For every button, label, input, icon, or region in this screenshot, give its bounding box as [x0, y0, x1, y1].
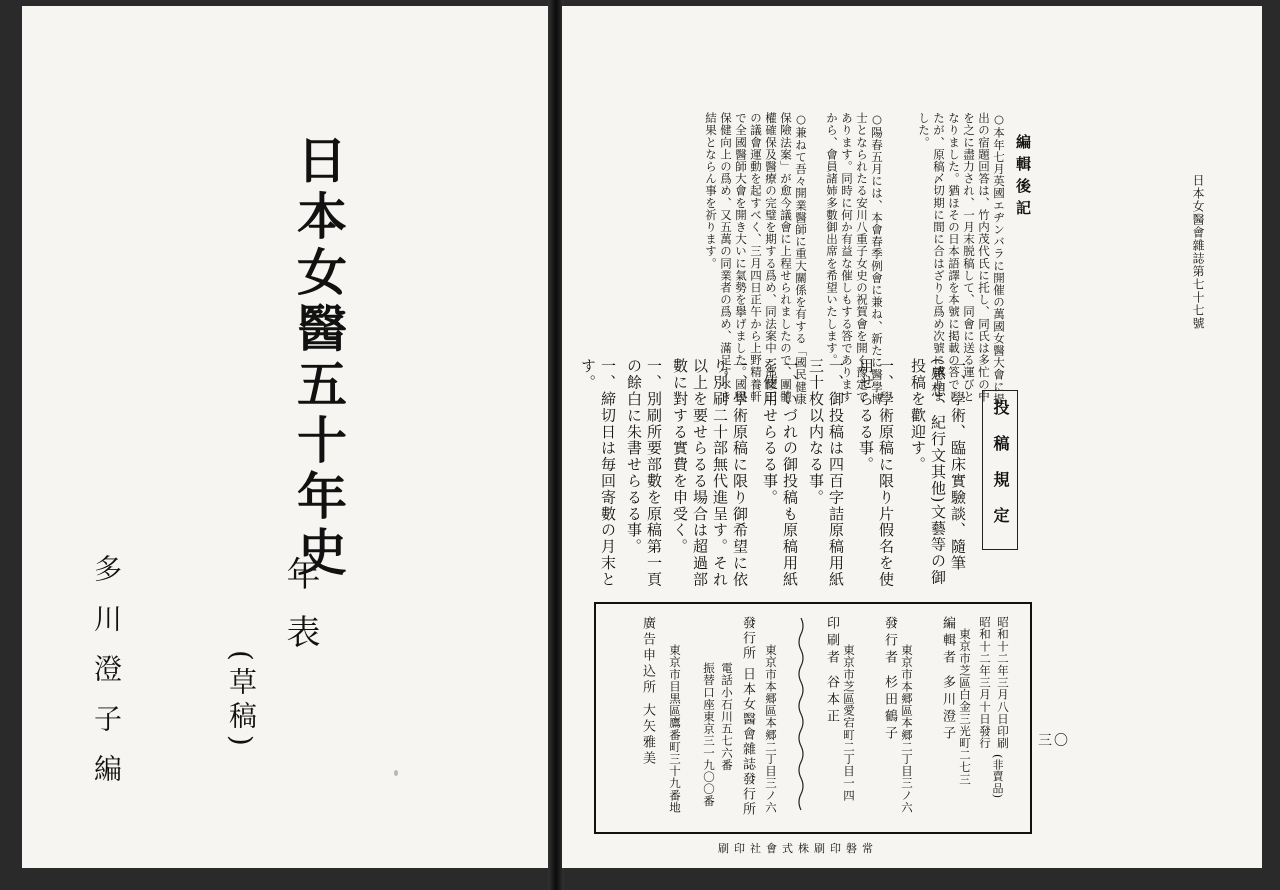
author-credit: 多川澄子編 [90, 554, 123, 804]
paper-spot [394, 770, 398, 776]
colophon-box [594, 602, 1032, 834]
submission-rule: 一、別刷所要部數を原稿第一頁の餘白に朱書せらるる事。 [625, 358, 663, 588]
submission-rule: 一、御投稿は四百字詰原稿用紙三十枚以内なる事。 [807, 358, 845, 588]
office-phone: 電話小石川五七六番 [720, 662, 734, 771]
afterword-heading: 編輯後記 [1014, 134, 1032, 222]
printed-date: 昭和十二年三月八日印刷 [996, 616, 1010, 750]
publisher-address: 東京市本郷區本郷二丁目三ノ六 [900, 644, 914, 814]
editor-address: 東京市芝區白金三光町二七三 [958, 628, 972, 786]
wavy-divider [796, 618, 806, 818]
issued-date: 昭和十二年三月十日發行 [978, 616, 992, 750]
submission-rule: 一、學術原稿に限り御希望に依り別刷二十部無代進呈す。それ以上を要せらるる場合は超過部數に對する實費を申受く。 [671, 358, 749, 588]
submission-rules-heading: 投稿規定 [991, 399, 1010, 543]
submission-rules-heading-box [982, 390, 1018, 550]
ad-agent-address: 東京市目黒區鷹番町三十九番地 [668, 644, 682, 814]
draft-note: (草稿) [225, 650, 258, 752]
not-for-sale: (非賣品) [991, 754, 1004, 799]
left-page [22, 6, 550, 868]
office-address: 東京市本郷區本郷二丁目三ノ六 [764, 644, 778, 814]
publisher: 發行者 杉田鶴子 [882, 616, 897, 744]
submission-rule: 一、學術原稿に限り片假名を使用せらるる事。 [857, 358, 895, 588]
printer: 印刷者 谷本正 [824, 616, 839, 727]
editor: 編輯者 多川澄子 [940, 616, 955, 744]
submission-rule: 一、いづれの御投稿も原稿用紙を使用せらるる事。 [761, 358, 799, 588]
postal-transfer-account: 振替口座東京三一九〇〇番 [702, 662, 716, 808]
afterword-paragraph: ○兼ねて吾々開業醫師に重大關係を有する「國民健康保險法案」が愈今議會に上程せられましたので、團體權確保及醫療の完璧を期する爲め、同法案中一部修正の議會運動を起すべく、三月四日正午から上野精養軒で全國醫師大會を開き大いに氣勢を擧げました。國民保健向上の爲め、又五萬の同業者の爲め、滿足すべき結果とならん事を祈ります。 [704, 112, 808, 405]
submission-rule: 一、締切日は毎回寄數の月末とす。 [579, 358, 617, 588]
publishing-office: 發行所 日本女醫會雜誌發行所 [740, 616, 755, 818]
page-number: 三〇 [1038, 733, 1070, 749]
journal-series-header: 日本女醫會雜誌第七十七號 [1191, 174, 1205, 330]
afterword-paragraph: ○陽春五月には、本會春季例會に兼ね、新たに醫學博士となられたる安川八重子女史の祝賀會を開く豫定であります。同時に何か有益な催しもする答でありますから、會員諸姉多數御出席を希望いたします。 [825, 112, 884, 405]
afterword-paragraph: ○本年七月英國エヂンバラに開催の萬國女醫大會に提出の宿題回答は、竹内茂代氏に托し、同氏は多忙の中を之に盡力され、一月末脱稿して、同會に送る運びとなりました。猶ほその日本語譯を本號に掲載の答でしたが、原稿〆切期に間に合はざりし爲め次號に譲りました。 [917, 112, 1006, 405]
printer-address: 東京市芝區愛宕町二丁目一四 [842, 644, 856, 802]
printing-company: 常磐印刷株式會社印刷 [718, 842, 878, 855]
submission-rule: 一、學術、臨床實驗談、隨筆(感想、紀行文其他)文藝等の御投稿を歡迎す。 [909, 358, 967, 586]
right-page [562, 6, 1262, 868]
book-subtitle: 年表 [280, 556, 320, 672]
ad-agent: 廣告申込所 大矢雅美 [640, 616, 655, 768]
book-title: 日本女醫五十年史 [289, 134, 348, 582]
